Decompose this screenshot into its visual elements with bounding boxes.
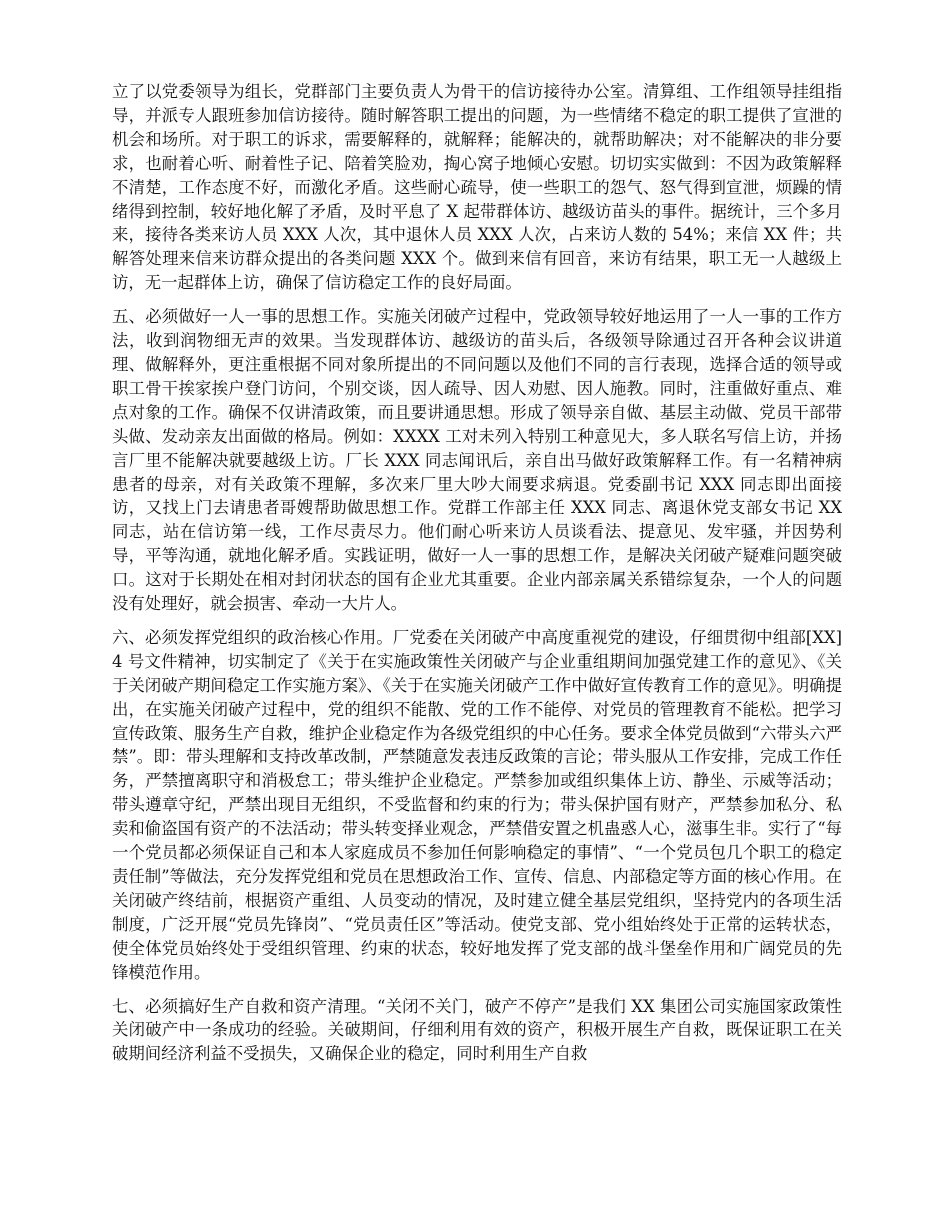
paragraph-petition-office: 立了以党委领导为组长，党群部门主要负责人为骨干的信访接待办公室。清算组、工作组领导挂组指导，并派专人跟班参加信访接待。随时解答职工提出的问题，为一些情绪不稳定的职工提供了宣泄的机会和场所。对于职工的诉求，需要解释的，就解释；能解决的，就帮助解决；对不能解决的非分要求，也耐着心听、耐着性子记、陪着笑脸劝，掏心窝子地倾心安慰。切切实实做到：不因为政策解释不清楚，工作态度不好，而激化矛盾。这些耐心疏导，使一些职工的怨气、怒气得到宣泄，烦躁的情绪得到控制，较好地化解了矛盾，及时平息了 X 起带群体访、越级访苗头的事件。据统计，三个多月来，接待各类来访人员 XXX 人次，其中退休人员 XXX 人次，占来访人数的 54%；来信 XX 件；共解答处理来信来访群众提出的各类问题 XXX 个。做到来信有回音，来访有结果，职工无一人越级上访，无一起群体上访，确保了信访稳定工作的良好局面。 — [112, 82, 842, 293]
paragraph-section-6: 六、必须发挥党组织的政治核心作用。厂党委在关闭破产中高度重视党的建设，仔细贯彻中组部[XX]4 号文件精神，切实制定了《关于在实施政策性关闭破产与企业重组期间加强党建工作的意见》、《关于关闭破产期间稳定工作实施方案》、《关于在实施关闭破产工作中做好宣传教育工作的意见》。明确提出，在实施关闭破产过程中，党的组织不能散、党的工作不能停、对党员的管理教育不能松。把学习宣传政策、服务生产自救，维护企业稳定作为各级党组织的中心任务。要求全体党员做到“六带头六严禁”。即：带头理解和支持改革改制，严禁随意发表违反政策的言论；带头服从工作安排，完成工作任务，严禁擅离职守和消极怠工；带头维护企业稳定。严禁参加或组织集体上访、静坐、示威等活动；带头遵章守纪，严禁出现目无组织，不受监督和约束的行为；带头保护国有财产，严禁参加私分、私卖和偷盗国有资产的不法活动；带头转变择业观念，严禁借安置之机蛊惑人心，滋事生非。实行了“每一个党员都必须保证自己和本人家庭成员不参加任何影响稳定的事情”、“一个党员包几个职工的稳定责任制”等做法，充分发挥党组和党员在思想政治工作、宣传、信息、内部稳定等方面的核心作用。在关闭破产终结前，根据资产重组、人员变动的情况，及时建立健全基层党组织，坚持党内的各项生活制度，广泛开展“党员先锋岗”、“党员责任区”等活动。使党支部、党小组始终处于正常的运转状态，使全体党员始终处于受组织管理、约束的状态，较好地发挥了党支部的战斗堡垒作用和广阔党员的先锋模范作用。 — [112, 627, 842, 982]
paragraph-section-5: 五、必须做好一人一事的思想工作。实施关闭破产过程中，党政领导较好地运用了一人一事的工作方法，收到润物细无声的效果。当发现群体访、越级访的苗头后，各级领导除通过召开各种会议讲道理、做解释外，更注重根据不同对象所提出的不同问题以及他们不同的言行表现，选择合适的领导或职工骨干挨家挨户登门访问，个别交谈，因人疏导、因人劝慰、因人施教。同时，注重做好重点、难点对象的工作。确保不仅讲清政策，而且要讲通思想。形成了领导亲自做、基层主动做、党员干部带头做、发动亲友出面做的格局。例如：XXXX 工对未列入特别工种意见大，多人联名写信上访，并扬言厂里不能解决就要越级上访。厂长 XXX 同志闻讯后，亲自出马做好政策解释工作。有一名精神病患者的母亲，对有关政策不理解，多次来厂里大吵大闹要求病退。党委副书记 XXX 同志即出面接访，又找上门去请患者哥嫂帮助做思想工作。党群工作部主任 XXX 同志、离退休党支部女书记 XX 同志，站在信访第一线，工作尽责尽力。他们耐心听来访人员谈看法、提意见、发牢骚，并因势利导，平等沟通，就地化解矛盾。实践证明，做好一人一事的思想工作，是解决关闭破产疑难问题突破口。这对于长期处在相对封闭状态的国有企业尤其重要。企业内部亲属关系错综复杂，一个人的问题没有处理好，就会损害、牵动一大片人。 — [112, 307, 842, 614]
paragraph-section-7: 七、必须搞好生产自救和资产清理。“关闭不关门，破产不停产”是我们 XX 集团公司实施国家政策性关闭破产中一条成功的经验。关破期间，仔细利用有效的资产，积极开展生产自救，既保证职工在关破期间经济利益不受损失，又确保企业的稳定，同时利用生产自救 — [112, 996, 842, 1064]
document-body — [112, 80, 842, 1076]
